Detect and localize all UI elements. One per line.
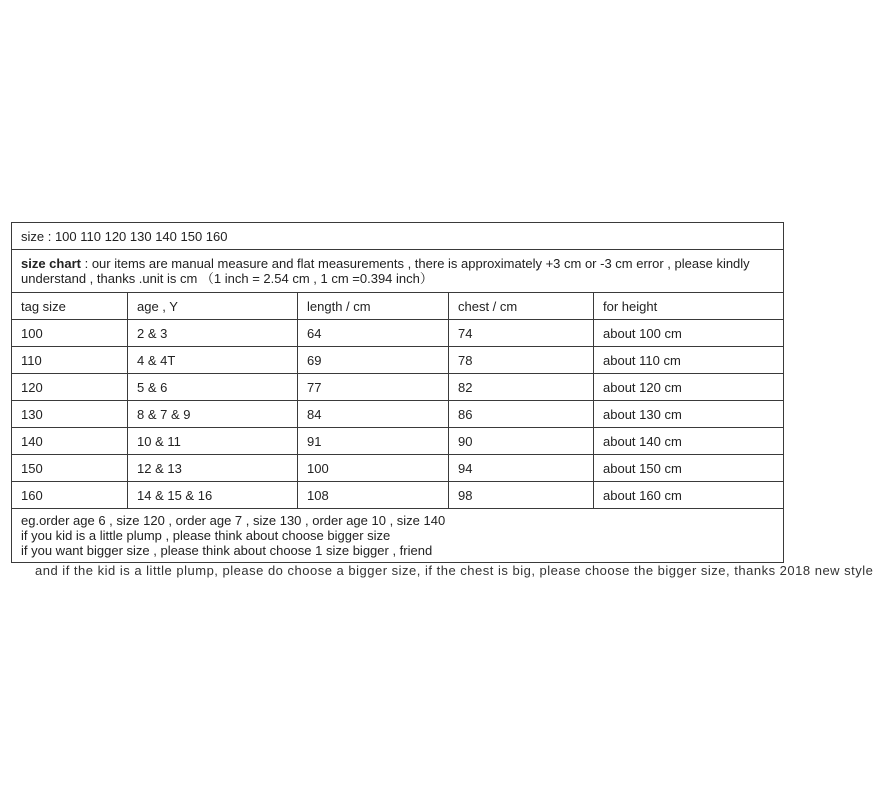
column-header-tag-size: tag size [12,293,128,320]
cell-for-height: about 120 cm [594,374,784,401]
size-chart-table [11,222,784,563]
sizing-advice-line: if you want bigger size , please think about choose 1 size bigger , friend [21,543,433,558]
table-row [12,401,784,428]
cropped-text-strip [35,563,873,585]
cell-chest: 98 [449,482,594,509]
footer-row [12,509,784,563]
sizing-advice-line: eg.order age 6 , size 120 , order age 7 , size 130 , order age 10 , size 140 [21,513,446,528]
cell-chest: 78 [449,347,594,374]
cell-tag-size: 120 [12,374,128,401]
table-row [12,374,784,401]
table-row [12,428,784,455]
notice-row [12,250,784,293]
table-row [12,347,784,374]
notice-text: : our items are manual measure and flat measurements , there is approximately +3 cm or -3 cm error , please kindly understand , thanks .unit is cm （1 inch = 2.54 cm , 1 cm =0.394 inch） [21,256,750,286]
sizes-row [12,223,784,250]
cell-length: 91 [298,428,449,455]
cell-tag-size: 100 [12,320,128,347]
cell-length: 69 [298,347,449,374]
cell-tag-size: 140 [12,428,128,455]
notice-label: size chart [21,256,81,271]
cell-age: 4 & 4T [128,347,298,374]
cell-age: 10 & 11 [128,428,298,455]
cell-age: 8 & 7 & 9 [128,401,298,428]
table-row [12,320,784,347]
cell-length: 77 [298,374,449,401]
column-header-chest: chest / cm [449,293,594,320]
cell-length: 100 [298,455,449,482]
sizing-advice [12,509,784,563]
cell-for-height: about 100 cm [594,320,784,347]
table-row [12,455,784,482]
size-chart-document [11,222,783,563]
cell-chest: 90 [449,428,594,455]
cell-for-height: about 130 cm [594,401,784,428]
cell-chest: 94 [449,455,594,482]
cell-tag-size: 160 [12,482,128,509]
cell-tag-size: 130 [12,401,128,428]
cell-for-height: about 150 cm [594,455,784,482]
cell-length: 84 [298,401,449,428]
cell-length: 64 [298,320,449,347]
measurement-notice [12,250,784,293]
cell-for-height: about 110 cm [594,347,784,374]
cell-tag-size: 110 [12,347,128,374]
cell-for-height: about 160 cm [594,482,784,509]
column-header-age: age , Y [128,293,298,320]
sizing-advice-line: if you kid is a little plump , please think about choose bigger size [21,528,391,543]
cell-age: 14 & 15 & 16 [128,482,298,509]
cell-age: 2 & 3 [128,320,298,347]
column-header-for-height: for height [594,293,784,320]
cell-chest: 82 [449,374,594,401]
cell-age: 12 & 13 [128,455,298,482]
cell-for-height: about 140 cm [594,428,784,455]
cropped-text: and if the kid is a little plump, please do choose a bigger size, if the chest is big, please choose the bigger size, thanks 2018 new style [35,563,873,578]
cell-age: 5 & 6 [128,374,298,401]
cell-tag-size: 150 [12,455,128,482]
cell-chest: 86 [449,401,594,428]
cell-length: 108 [298,482,449,509]
column-header-length: length / cm [298,293,449,320]
table-row [12,482,784,509]
cell-chest: 74 [449,320,594,347]
column-header-row [12,293,784,320]
sizes-line: size : 100 110 120 130 140 150 160 [12,223,784,250]
